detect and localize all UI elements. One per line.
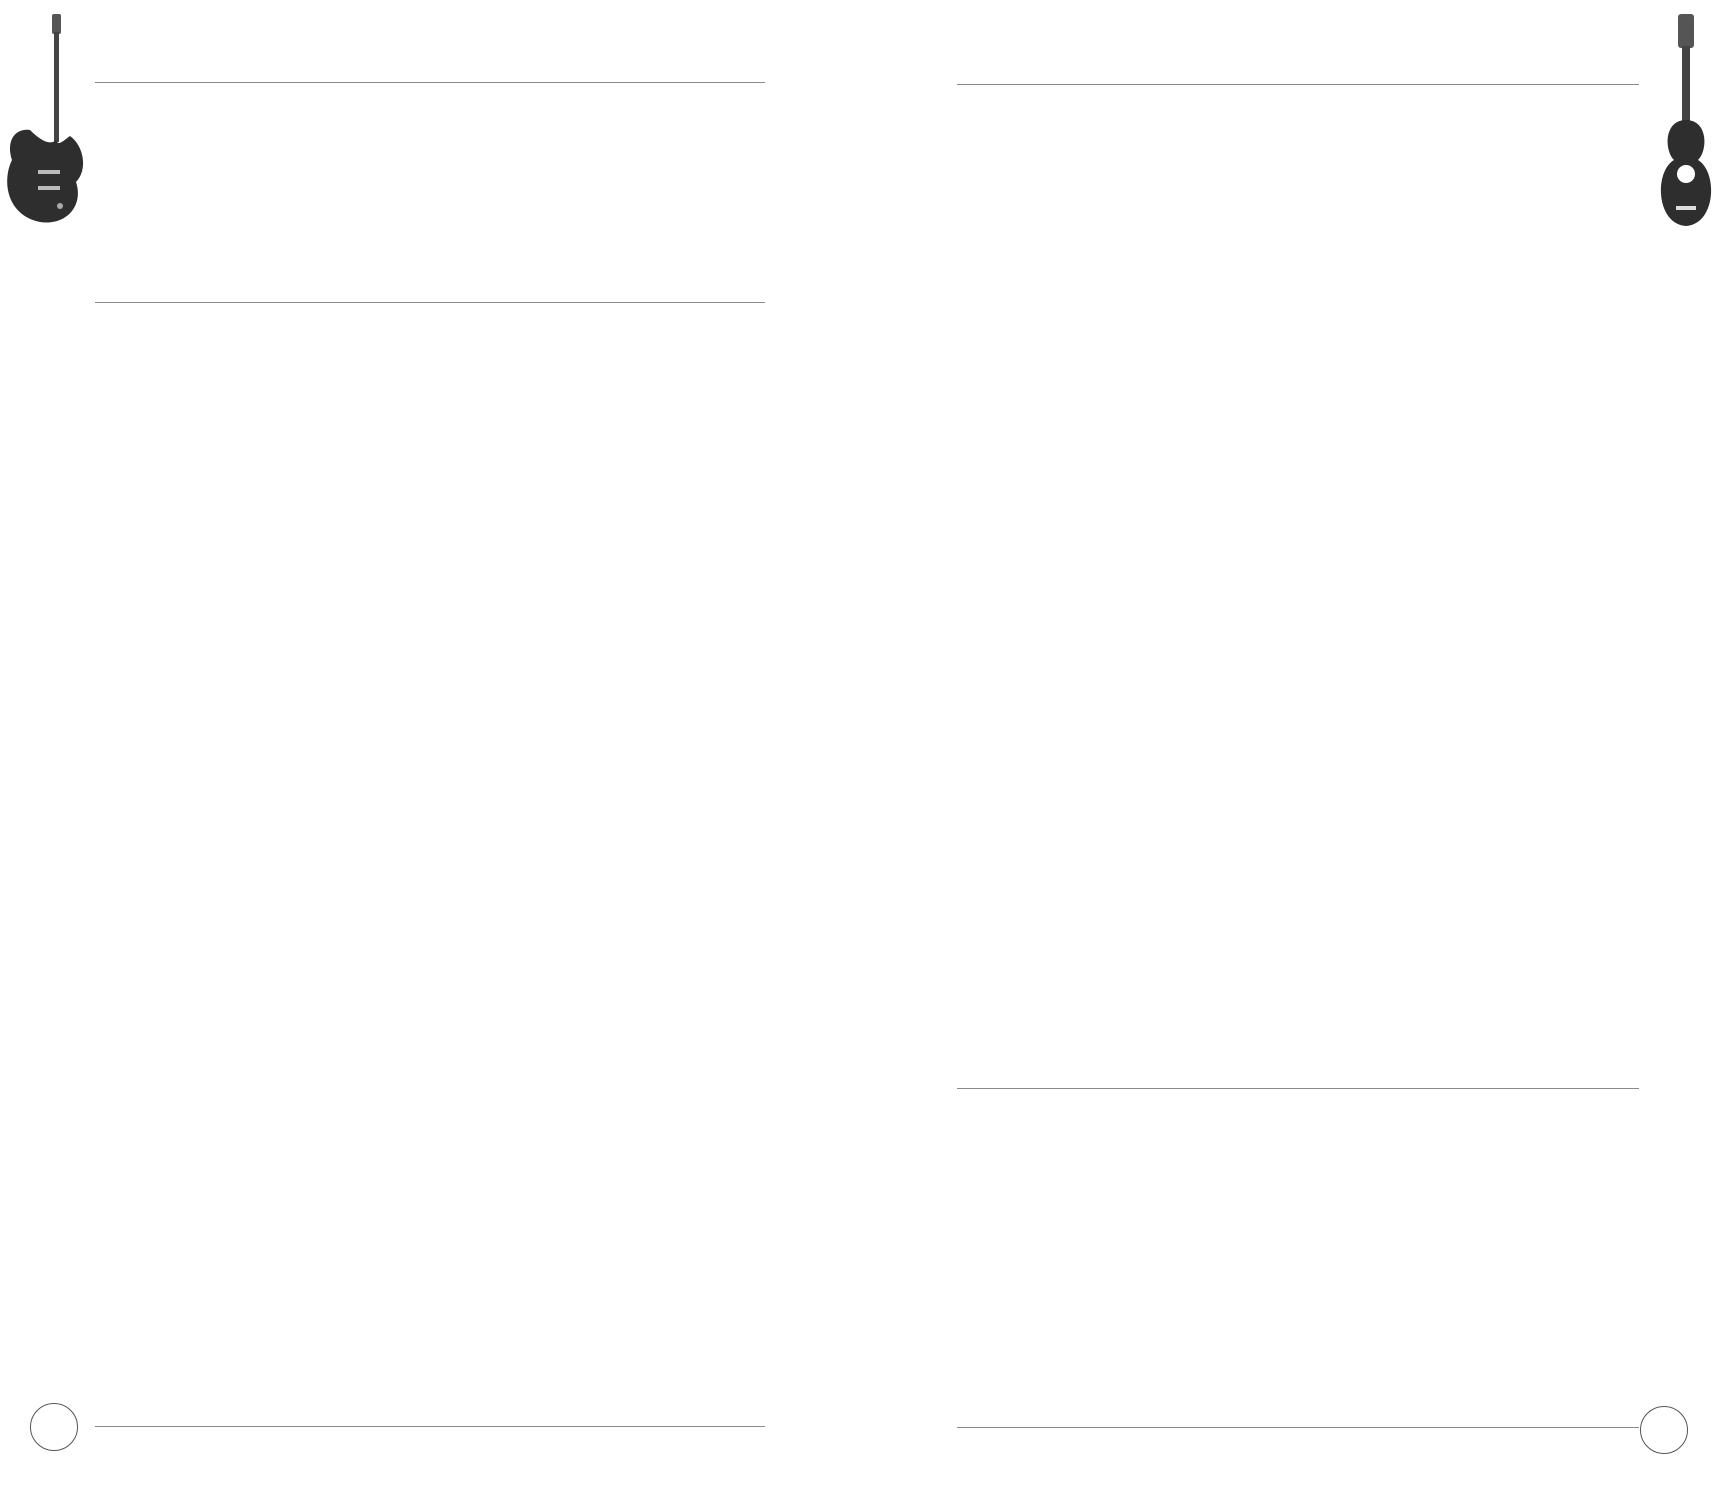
intro-paragraph xyxy=(92,335,752,341)
page-number-left xyxy=(30,1403,78,1451)
header-rule-right xyxy=(957,84,1639,85)
d-major-chord-diagram xyxy=(100,460,400,880)
footer-rule-right xyxy=(957,1427,1639,1428)
a-major-chord-diagram xyxy=(400,460,740,880)
acoustic-guitar-icon xyxy=(1650,10,1719,230)
title-rule xyxy=(95,302,765,303)
page-number-right xyxy=(1640,1406,1688,1454)
header-rule xyxy=(95,82,765,83)
electric-guitar-icon xyxy=(0,10,90,235)
section-paragraph xyxy=(956,1123,1646,1129)
footer-rule-left xyxy=(95,1426,765,1427)
section-rule xyxy=(957,1088,1639,1089)
right-page xyxy=(860,0,1719,1500)
